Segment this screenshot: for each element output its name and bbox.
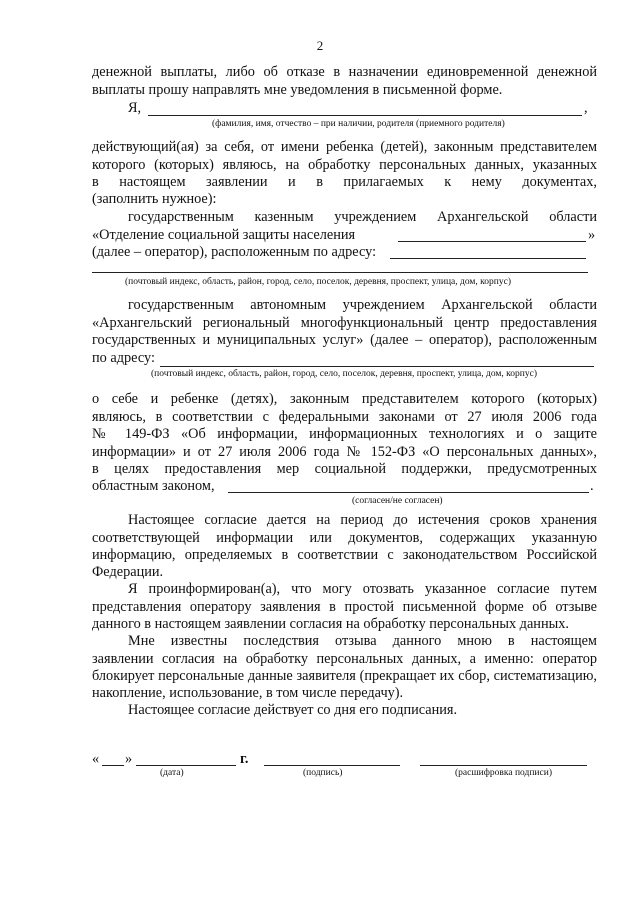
- paragraph-line: информацию, определяемых в соответствии с законодательством Российской: [92, 547, 597, 563]
- page-number: 2: [316, 38, 324, 53]
- paragraph-line: областным законом,: [92, 478, 215, 494]
- paragraph-line: блокирует персональные данные заявителя (прекращает их сбор, систематизацию,: [92, 668, 597, 684]
- paragraph-line: Настоящее согласие действует со дня его подписания.: [128, 702, 458, 718]
- paragraph-line: представления оператору заявления в простой письменной форме об отзыве: [92, 599, 597, 615]
- date-quote-open: «: [92, 751, 100, 767]
- org1-line: (далее – оператор), расположенным по адресу:: [92, 244, 377, 260]
- paragraph-line: выплаты прошу направлять мне уведомления в письменной форме.: [92, 82, 503, 98]
- paragraph-line: № 149-ФЗ «Об информации, информационных технологиях и о защите: [92, 426, 597, 442]
- paragraph-line: информации» и от 27 июля 2006 года № 152-ФЗ «О персональных данных»,: [92, 444, 597, 460]
- paragraph-line: заявлении согласия на обработку персональных данных, а именно: оператор: [92, 651, 597, 667]
- paragraph-line: Настоящее согласие дается на период до истечения сроков хранения: [128, 512, 597, 528]
- org1-quote: »: [588, 227, 596, 243]
- date-caption: (дата): [160, 768, 184, 778]
- osz-name-input-line[interactable]: [398, 241, 586, 242]
- org2-address-caption: (почтовый индекс, область, район, город, село, поселок, деревня, проспект, улица, дом, корпус): [151, 369, 538, 379]
- consent-input-line[interactable]: [228, 492, 589, 493]
- paragraph-line: Федерации.: [92, 564, 164, 580]
- paragraph-line: которого (которых) являюсь, на обработку персональных данных, указанных: [92, 157, 597, 173]
- year-suffix: г.: [240, 751, 249, 767]
- consent-period: .: [590, 478, 594, 494]
- signature-input-line[interactable]: [264, 765, 400, 766]
- ya-comma: ,: [584, 100, 588, 116]
- paragraph-line: данного в настоящем заявлении согласия на обработку персональных данных.: [92, 616, 569, 632]
- consent-caption: (согласен/не согласен): [352, 496, 443, 506]
- paragraph-line: денежной выплаты, либо об отказе в назначении единовременной денежной: [92, 64, 597, 80]
- org2-line: государственным автономным учреждением Архангельской области: [128, 297, 597, 313]
- paragraph-line: накопление, использование, в том числе передачу).: [92, 685, 404, 701]
- paragraph-line: являюсь, в соответствии с федеральными законами от 27 июля 2006 года: [92, 409, 597, 425]
- org1-line: государственным казенным учреждением Архангельской области: [128, 209, 597, 225]
- org2-line: «Архангельский региональный многофункциональный центр предоставления: [92, 315, 597, 331]
- signature-caption: (подпись): [303, 768, 343, 778]
- paragraph-line: соответствующей информации или документов, содержащих указанную: [92, 530, 597, 546]
- org2-address-input-line[interactable]: [160, 366, 594, 367]
- ya-label: Я,: [128, 100, 142, 116]
- paragraph-line: (заполнить нужное):: [92, 191, 217, 207]
- paragraph-line: действующий(ая) за себя, от имени ребенка (детей), законным представителем: [92, 139, 597, 155]
- date-quote-close: »: [125, 751, 133, 767]
- org1-address-input-line-2[interactable]: [92, 272, 588, 273]
- org1-address-input-line[interactable]: [390, 258, 586, 259]
- decoding-caption: (расшифровка подписи): [455, 768, 552, 778]
- paragraph-line: в целях предоставления мер социальной поддержки, предусмотренных: [92, 461, 597, 477]
- org2-line: государственных и муниципальных услуг» (далее – оператор), расположенным: [92, 332, 597, 348]
- paragraph-line: Мне известны последствия отзыва данного мною в настоящем: [128, 633, 597, 649]
- org1-line: «Отделение социальной защиты населения: [92, 227, 356, 243]
- paragraph-line: о себе и ребенке (детях), законным представителем которого (которых): [92, 391, 597, 407]
- fio-input-line[interactable]: [148, 115, 582, 116]
- paragraph-line: в настоящем заявлении и в прилагаемых к нему документах,: [92, 174, 597, 190]
- org1-address-caption: (почтовый индекс, область, район, город, село, поселок, деревня, проспект, улица, дом, корпус): [125, 277, 512, 287]
- date-day-input-line[interactable]: [102, 765, 124, 766]
- date-month-input-line[interactable]: [136, 765, 236, 766]
- signature-decoding-input-line[interactable]: [420, 765, 587, 766]
- paragraph-line: Я проинформирован(а), что могу отозвать указанное согласие путем: [128, 581, 597, 597]
- fio-caption: (фамилия, имя, отчество – при наличии, родителя (приемного родителя): [212, 119, 505, 129]
- org2-line: по адресу:: [92, 350, 155, 366]
